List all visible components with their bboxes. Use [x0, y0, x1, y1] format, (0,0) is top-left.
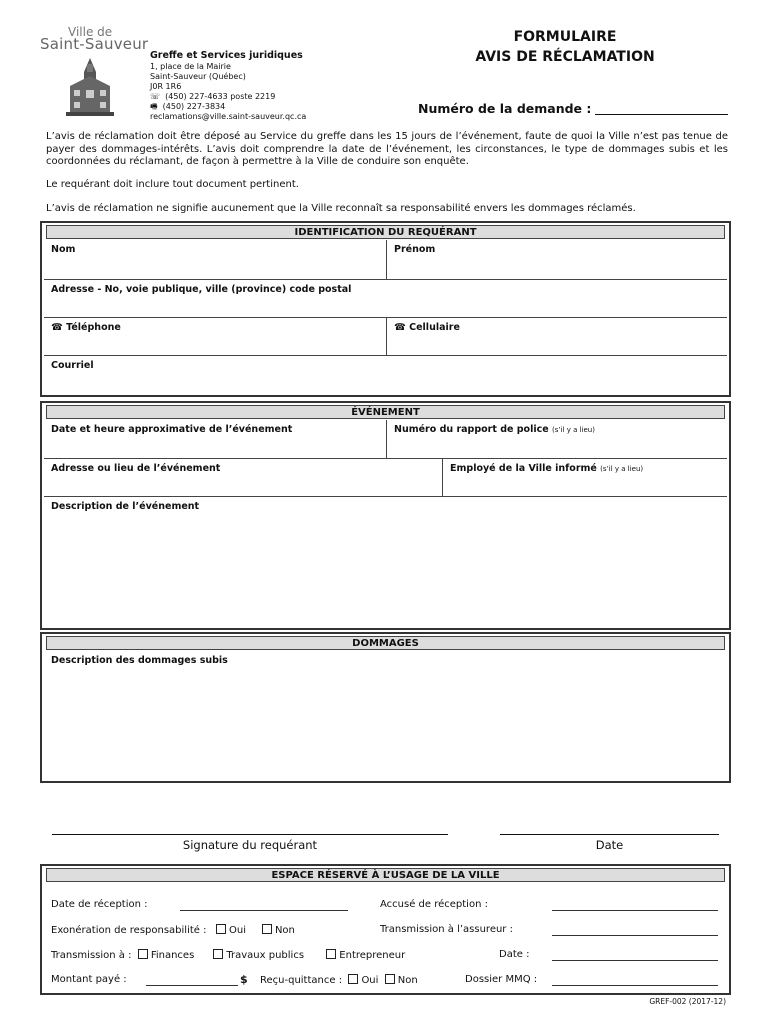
usage-ville-header: ESPACE RÉSERVÉ À L’USAGE DE LA VILLE	[46, 868, 725, 882]
transmission-a-label: Transmission à :	[51, 950, 132, 961]
dommages-section	[40, 632, 731, 783]
adresse-label: Adresse - No, voie publique, ville (province) code postal	[51, 284, 352, 295]
finances-label: Finances	[150, 950, 195, 961]
exoneration-non-checkbox[interactable]	[262, 924, 272, 934]
nom-field[interactable]	[44, 240, 387, 280]
telephone-field[interactable]	[44, 318, 387, 356]
travaux-publics-label: Travaux publics	[226, 950, 305, 961]
identification-section	[40, 221, 731, 397]
org-title: Greffe et Services juridiques	[150, 50, 303, 61]
org-address1: 1, place de la Mairie	[150, 62, 231, 71]
evenement-header: ÉVÉNEMENT	[46, 405, 725, 419]
adresse-field[interactable]	[44, 280, 727, 318]
description-evenement-label: Description de l’événement	[51, 501, 200, 512]
montant-paye-field[interactable]	[146, 985, 238, 986]
transmission-assureur-label: Transmission à l’assureur :	[380, 924, 513, 935]
signature-date-line[interactable]	[500, 834, 719, 835]
form-title	[470, 27, 660, 67]
entrepreneur-checkbox[interactable]	[326, 949, 336, 959]
courriel-label: Courriel	[51, 360, 94, 371]
signature-label: Signature du requérant	[182, 838, 318, 852]
dommages-field[interactable]	[44, 651, 727, 779]
recu-oui-label: Oui	[361, 975, 379, 986]
accuse-reception-field[interactable]	[552, 910, 718, 911]
nom-label: Nom	[51, 244, 76, 255]
org-email: reclamations@ville.saint-sauveur.qc.ca	[150, 112, 307, 121]
recu-non-label: Non	[397, 975, 418, 986]
employe-label	[450, 463, 643, 474]
date-heure-label: Date et heure approximative de l’événement	[51, 424, 293, 435]
signature-line[interactable]	[52, 834, 448, 835]
finances-checkbox[interactable]	[138, 949, 148, 959]
org-phone-row	[150, 92, 275, 102]
org-phone: (450) 227-4633 poste 2219	[165, 92, 276, 101]
intro-paragraph-3: L’avis de réclamation ne signifie aucunement que la Ville reconnaît sa responsabilité envers les dommages réclamés.	[46, 203, 636, 214]
dollar-sign: $	[240, 973, 248, 986]
exoneration-non-label: Non	[274, 925, 295, 936]
recu-quittance-label: Reçu-quittance :	[260, 975, 343, 986]
rapport-police-text: Numéro du rapport de police	[394, 424, 549, 435]
signature-date-label: Date	[595, 838, 624, 852]
accuse-reception-label: Accusé de réception :	[380, 899, 488, 910]
date-heure-field[interactable]	[44, 420, 387, 459]
logo-line1: Ville de	[68, 25, 113, 39]
org-fax-row	[150, 102, 225, 112]
date-reception-field[interactable]	[180, 910, 348, 911]
org-address2: Saint-Sauveur (Québec)	[150, 72, 246, 81]
town-logo-icon	[66, 56, 114, 116]
exoneration-label: Exonération de responsabilité :	[51, 925, 207, 936]
logo-line2: Saint-Sauveur	[40, 35, 149, 53]
exoneration-oui-checkbox[interactable]	[216, 924, 226, 934]
form-title-line1: FORMULAIRE	[513, 29, 617, 45]
cellulaire-label: ☎ Cellulaire	[394, 322, 460, 333]
dossier-mmq-label: Dossier MMQ :	[465, 974, 538, 985]
request-number-label: Numéro de la demande :	[418, 101, 592, 116]
date-label: Date :	[499, 949, 530, 960]
employe-field[interactable]	[443, 459, 727, 497]
rapport-police-note: (s’il y a lieu)	[551, 426, 595, 434]
dommages-label: Description des dommages subis	[51, 655, 228, 666]
transmission-assureur-field[interactable]	[552, 935, 718, 936]
usage-ville-section	[40, 864, 731, 995]
cellulaire-field[interactable]	[387, 318, 727, 356]
org-postal: J0R 1R6	[150, 82, 182, 91]
lieu-field[interactable]	[44, 459, 443, 497]
fax-icon: 🖷	[150, 102, 158, 111]
dossier-mmq-field[interactable]	[552, 985, 718, 986]
lieu-label: Adresse ou lieu de l’événement	[51, 463, 221, 474]
exoneration-oui-label: Oui	[229, 925, 247, 936]
identification-header: IDENTIFICATION DU REQUÉRANT	[46, 225, 725, 239]
org-fax: (450) 227-3834	[162, 102, 226, 111]
rapport-police-field[interactable]	[387, 420, 727, 459]
intro-paragraph-2: Le requérant doit inclure tout document pertinent.	[46, 179, 299, 190]
transmission-row	[51, 949, 405, 961]
date-field[interactable]	[552, 960, 718, 961]
courriel-field[interactable]	[44, 356, 727, 393]
employe-text: Employé de la Ville informé	[450, 463, 597, 474]
employe-note: (s’il y a lieu)	[600, 465, 644, 473]
rapport-police-label	[394, 424, 595, 435]
montant-paye-label: Montant payé :	[51, 974, 127, 985]
entrepreneur-label: Entrepreneur	[339, 950, 406, 961]
dommages-header: DOMMAGES	[46, 636, 725, 650]
prenom-label: Prénom	[394, 244, 436, 255]
prenom-field[interactable]	[387, 240, 727, 280]
form-title-line2: AVIS DE RÉCLAMATION	[475, 49, 655, 65]
request-number-field[interactable]	[595, 114, 728, 115]
telephone-label: ☎ Téléphone	[51, 322, 121, 333]
date-reception-label: Date de réception :	[51, 899, 148, 910]
intro-paragraph-1: L’avis de réclamation doit être déposé au Service du greffe dans les 15 jours de l’événement, faute de quoi la Ville n’est pas tenue de payer des dommages-intérêts. L’avis doit comprendre la date de l’événement, les circonstances, le type de dommages subis et les coordonnées du réclamant, de façon à permettre à la Ville de conduire son enquête.	[46, 131, 728, 167]
recu-quittance-row	[260, 974, 418, 986]
exoneration-row	[51, 924, 295, 936]
recu-oui-checkbox[interactable]	[348, 974, 358, 984]
recu-non-checkbox[interactable]	[385, 974, 395, 984]
description-evenement-field[interactable]	[44, 497, 727, 626]
evenement-section	[40, 401, 731, 630]
form-code: GREF-002 (2017-12)	[649, 997, 726, 1006]
phone-icon: ☏	[150, 92, 161, 101]
travaux-publics-checkbox[interactable]	[213, 949, 223, 959]
